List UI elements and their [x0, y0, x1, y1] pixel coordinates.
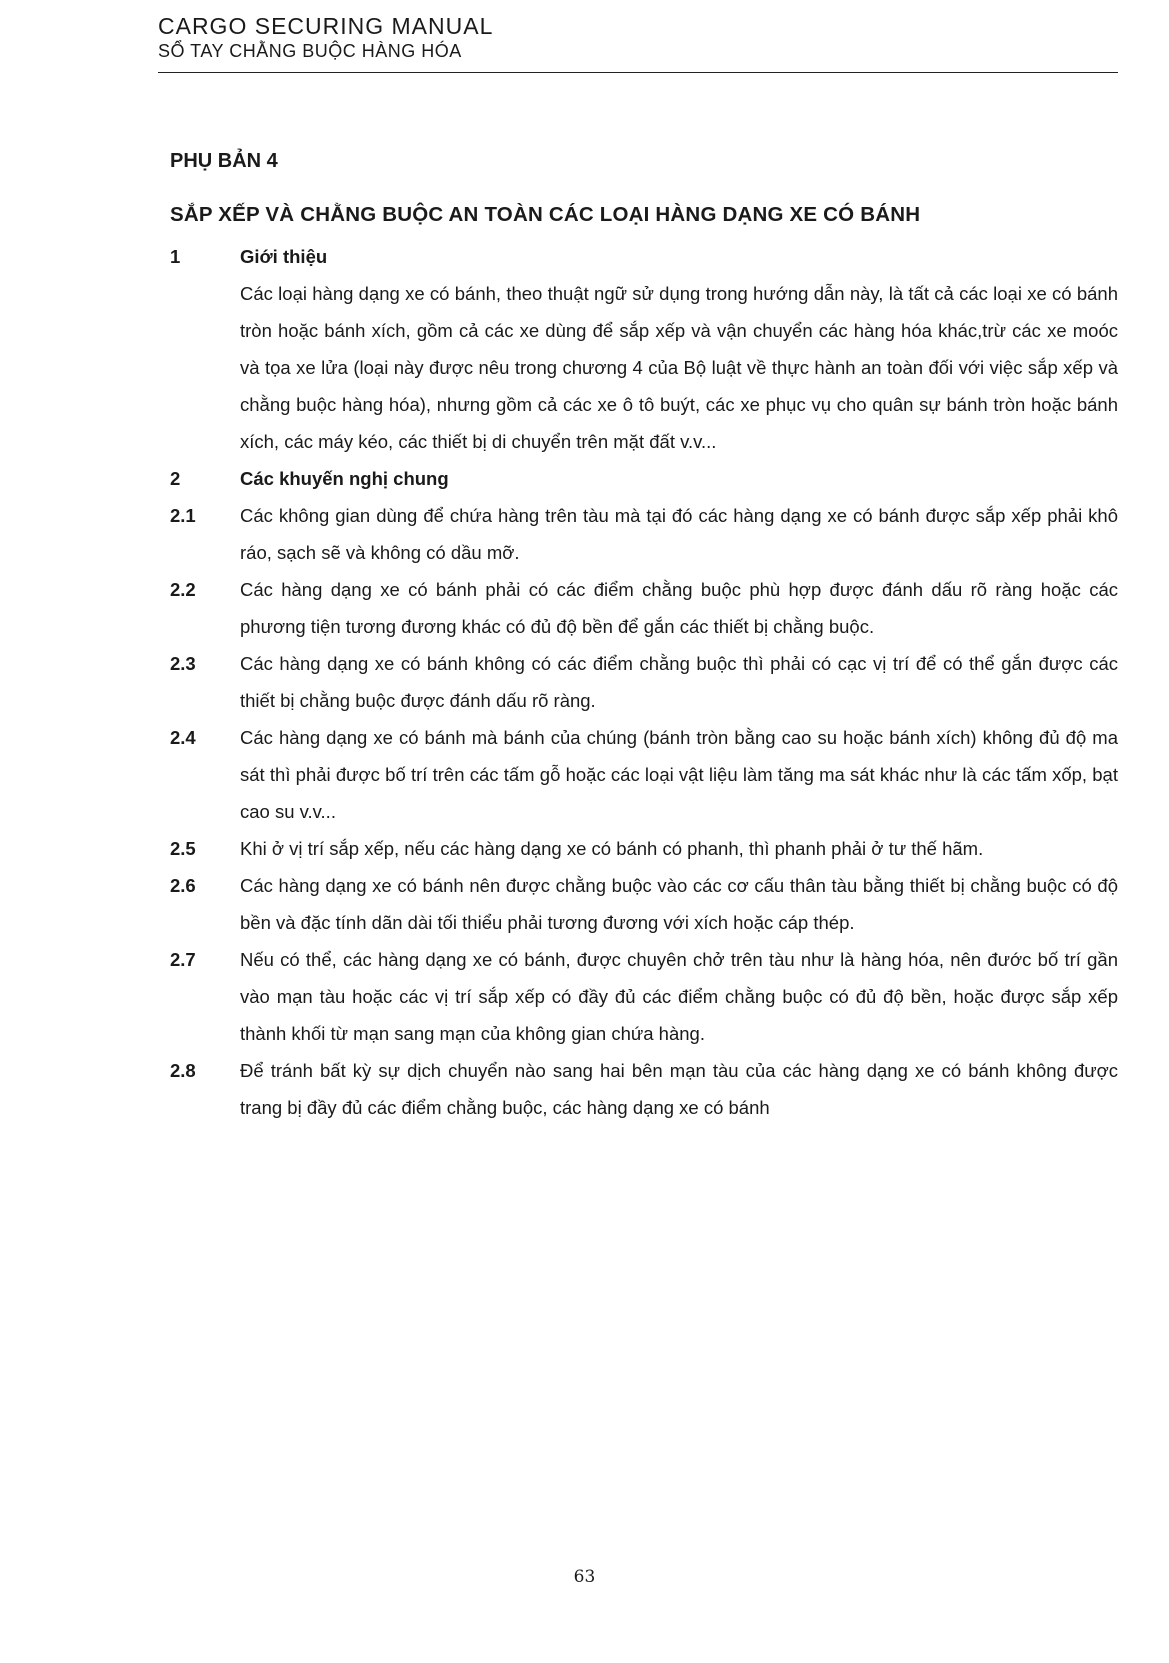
item-paragraph-text: Các không gian dùng để chứa hàng trên tàu mà tại đó các hàng dạng xe có bánh được sắp xếp phải khô ráo, sạch sẽ và không có dầu mỡ. [240, 505, 1118, 563]
section-heading-item [170, 238, 1118, 275]
item-number: 2.2 [170, 579, 196, 600]
item-number: 2 [170, 468, 181, 489]
document-body [170, 238, 1118, 1126]
item-number: 2.6 [170, 875, 196, 896]
paragraph-item [170, 275, 1118, 460]
paragraph-item [170, 867, 1118, 941]
paragraph-item [170, 645, 1118, 719]
item-heading-text: Giới thiệu [240, 246, 328, 267]
item-number: 2.5 [170, 838, 196, 859]
item-paragraph-text: Các hàng dạng xe có bánh không có các điểm chằng buộc thì phải có cạc vị trí để có thể gắn được các thiết bị chằng buộc được đánh dấu rõ ràng. [240, 653, 1118, 711]
item-paragraph-text: Nếu có thể, các hàng dạng xe có bánh, được chuyên chở trên tàu như là hàng hóa, nên đước bố trí gần vào mạn tàu hoặc các vị trí sắp xếp có đầy đủ các điểm chằng buộc có đủ độ bền, hoặc được sắp xếp thành khối từ mạn sang mạn của không gian chứa hàng. [240, 949, 1118, 1044]
section-title: SẮP XẾP VÀ CHẰNG BUỘC AN TOÀN CÁC LOẠI HÀNG DẠNG XE CÓ BÁNH [170, 203, 921, 226]
item-number: 2.7 [170, 949, 196, 970]
paragraph-item [170, 1052, 1118, 1126]
item-paragraph-text: Các hàng dạng xe có bánh phải có các điểm chằng buộc phù hợp được đánh dấu rõ ràng hoặc các phương tiện tương đương khác có đủ độ bền để gắn các thiết bị chằng buộc. [240, 579, 1118, 637]
item-paragraph-text: Khi ở vị trí sắp xếp, nếu các hàng dạng xe có bánh có phanh, thì phanh phải ở tư thế hãm. [240, 838, 984, 859]
item-number: 2.8 [170, 1060, 196, 1081]
page-header [158, 12, 1118, 62]
item-paragraph-text: Các hàng dạng xe có bánh nên được chằng buộc vào các cơ cấu thân tàu bằng thiết bị chằng buộc có độ bền và đặc tính dãn dài tối thiểu phải tương đương với xích hoặc cáp thép. [240, 875, 1118, 933]
page-number: 63 [573, 1567, 596, 1587]
item-number: 1 [170, 246, 181, 267]
appendix-title: PHỤ BẢN 4 [170, 150, 278, 172]
paragraph-item [170, 830, 1118, 867]
item-paragraph-text: Các loại hàng dạng xe có bánh, theo thuật ngữ sử dụng trong hướng dẫn này, là tất cả các loại xe có bánh tròn hoặc bánh xích, gồm cả các xe dùng để sắp xếp và vận chuyển các hàng hóa khác,trừ các xe moóc và tọa xe lửa (loại này được nêu trong chương 4 của Bộ luật về thực hành an toàn đối với việc sắp xếp và chằng buộc hàng hóa), nhưng gồm cả các xe ô tô buýt, các xe phục vụ cho quân sự bánh tròn hoặc bánh xích, các máy kéo, các thiết bị di chuyển trên mặt đất v.v... [240, 283, 1118, 452]
item-number [170, 275, 240, 460]
manual-subtitle: SỔ TAY CHẰNG BUỘC HÀNG HÓA [158, 41, 462, 61]
item-paragraph-text: Để tránh bất kỳ sự dịch chuyển nào sang hai bên mạn tàu của các hàng dạng xe có bánh không được trang bị đầy đủ các điểm chằng buộc, các hàng dạng xe có bánh [240, 1060, 1118, 1118]
item-number: 2.4 [170, 727, 196, 748]
paragraph-item [170, 719, 1118, 830]
header-divider [158, 72, 1118, 73]
paragraph-item [170, 571, 1118, 645]
paragraph-item [170, 497, 1118, 571]
item-number: 2.3 [170, 653, 196, 674]
item-paragraph-text: Các hàng dạng xe có bánh mà bánh của chúng (bánh tròn bằng cao su hoặc bánh xích) không đủ độ ma sát thì phải được bố trí trên các tấm gỗ hoặc các loại vật liệu làm tăng ma sát khác như là các tấm xốp, bạt cao su v.v... [240, 727, 1118, 822]
manual-title: CARGO SECURING MANUAL [158, 13, 494, 39]
paragraph-item [170, 941, 1118, 1052]
item-number: 2.1 [170, 505, 196, 526]
section-heading-item [170, 460, 1118, 497]
item-heading-text: Các khuyến nghị chung [240, 468, 449, 489]
